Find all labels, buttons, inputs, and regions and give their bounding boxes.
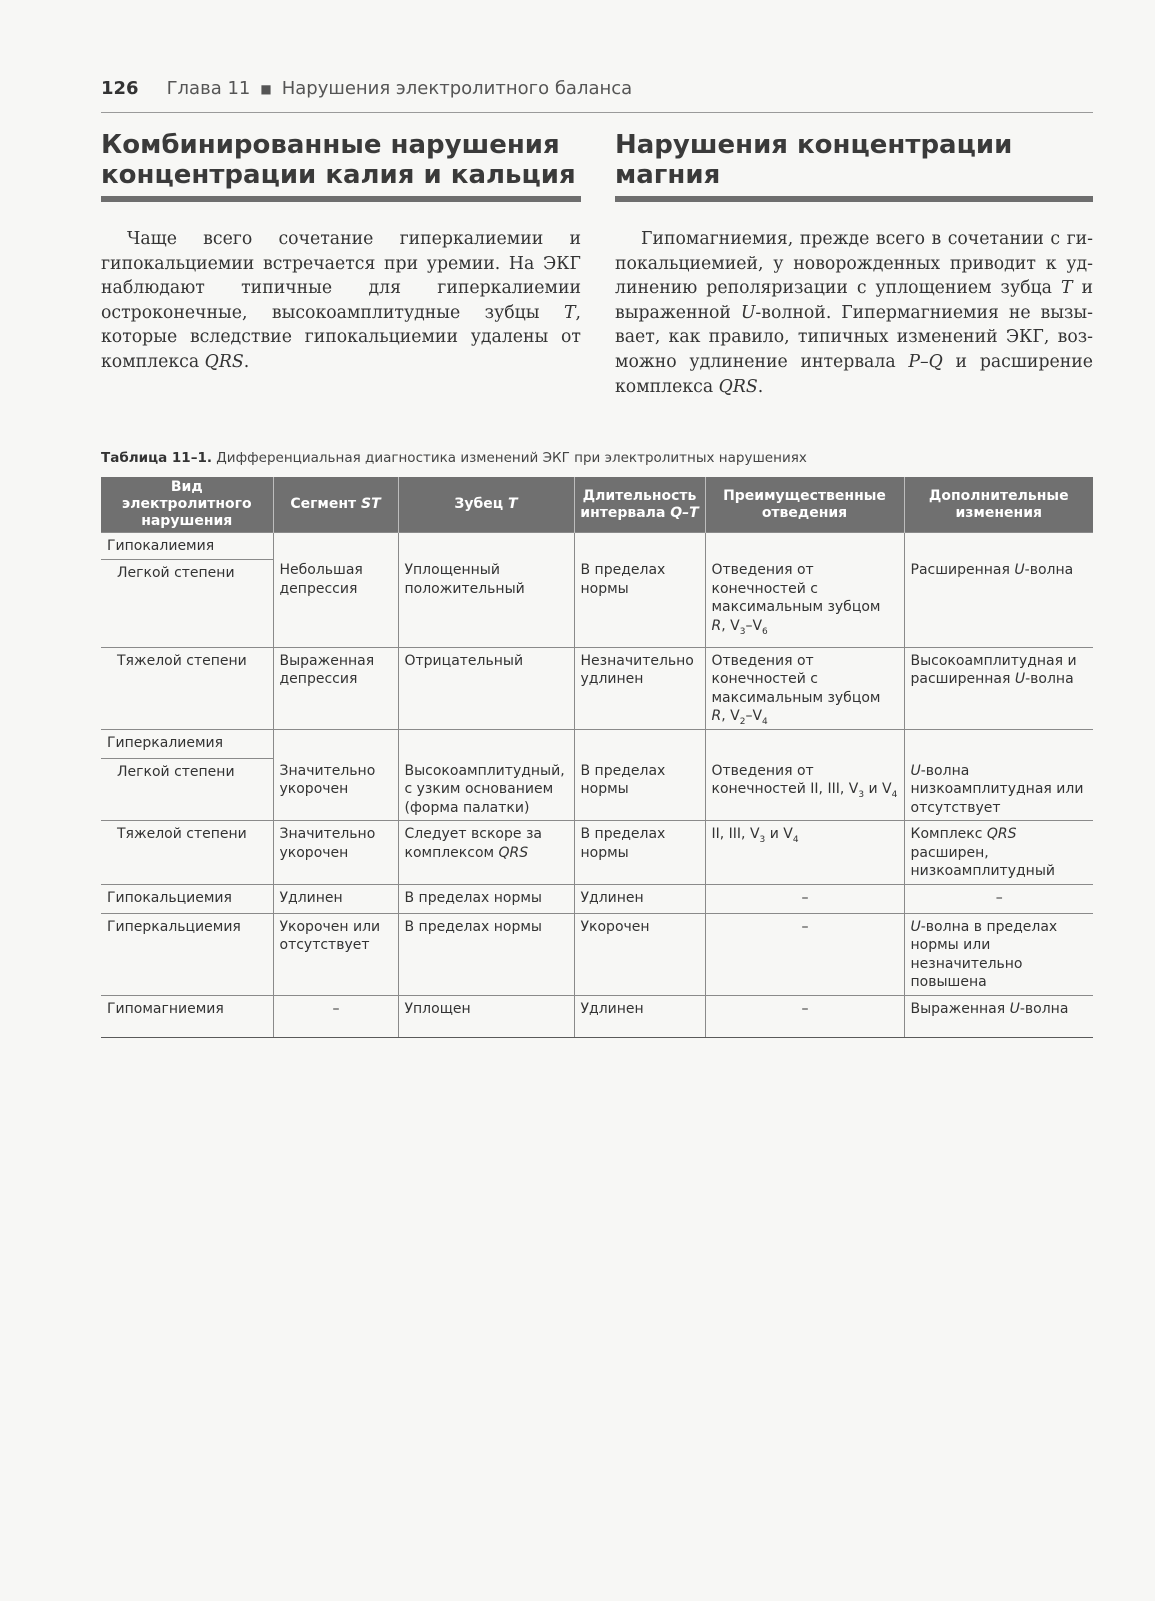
disorder-degree: Легкой степени [101,759,273,821]
cell-st: Удлинен [273,884,398,913]
cell-t: Высокоамплитудный, с узким основанием (форма палатки) [398,729,574,821]
heading-rule [101,196,581,202]
section-magnesium [615,130,1093,399]
disorder-group: Гиперкальциемия [101,913,273,995]
cell-qt: Удлинен [574,884,705,913]
cell-t: В пределах нормы [398,884,574,913]
running-header [101,78,1093,113]
disorder-group: Гиперкалиемия [101,729,273,759]
disorder-group: Гипокальциемия [101,884,273,913]
cell-st: Значительно укорочен [273,729,398,821]
table-row [101,913,1093,995]
cell-leads: – [705,884,904,913]
cell-additional: Комплекс QRS расширен, низкоамплитудный [904,821,1093,885]
table-row [101,884,1093,913]
cell-additional: – [904,884,1093,913]
table-caption [101,450,1093,466]
cell-additional: Выраженная U-волна [904,995,1093,1037]
page-number: 126 [101,78,139,99]
section-paragraph: Чаще всего сочетание гиперкалиемии и гипокальциемии встречается при уремии. На ЭКГ наблюдают типичные для гиперкалиемии остроконечные, высокоамплитудные зубцы T, которые вследствие гипокальциемии удалены от комплекса QRS. [101,229,581,372]
table-label: Таблица 11–1. [101,450,212,466]
table-row [101,995,1093,1037]
heading-rule [615,196,1093,202]
chapter-title: Нарушения электролитного баланса [281,78,633,99]
cell-st: Выраженная депрессия [273,647,398,729]
cell-qt: Незначительно удлинен [574,647,705,729]
col-header-disorder: Вид электролитного нарушения [101,477,273,533]
cell-t: Следует вскоре за комплексом QRS [398,821,574,885]
cell-leads: Отведения от конечностей с максимальным зубцом R, $V_2-V_4$ [705,647,904,729]
col-header-additional: Дополнительные изменения [904,477,1093,533]
cell-additional: U-волна низкоамплитудная или отсутствует [904,729,1093,821]
disorder-degree: Тяжелой степени [101,647,273,729]
ecg-diagnostics-table [101,477,1093,1038]
table-caption-text: Дифференциальная диагностика изменений ЭКГ при электролитных нарушениях [211,450,807,466]
section-potassium-calcium [101,130,581,375]
table-row [101,533,1093,560]
cell-leads: – [705,913,904,995]
disorder-degree: Легкой степени [101,559,273,647]
cell-st: – [273,995,398,1037]
cell-t: Отрицательный [398,647,574,729]
cell-leads: Отведения от конечностей с максимальным зубцом R, $V_3-V_6$ [705,533,904,648]
table-row [101,729,1093,759]
cell-t: Уплощенный положительный [398,533,574,648]
cell-st: Небольшая депрессия [273,533,398,648]
cell-leads: – [705,995,904,1037]
cell-st: Укорочен или отсутствует [273,913,398,995]
table-header-row [101,477,1093,533]
cell-additional: Высокоамплитудная и расширенная U-волна [904,647,1093,729]
cell-t: В пределах нормы [398,913,574,995]
col-header-t: Зубец T [398,477,574,533]
cell-additional: Расширенная U-волна [904,533,1093,648]
cell-leads: Отведения от конечностей II, III, $V_3$ и $V_4$ [705,729,904,821]
cell-leads: II, III, $V_3$ и $V_4$ [705,821,904,885]
cell-qt: В пределах нормы [574,821,705,885]
square-bullet-icon: ■ [260,82,272,96]
cell-additional: U-волна в пределах нормы или незначительно повышена [904,913,1093,995]
cell-qt: В пределах нормы [574,729,705,821]
table-row [101,647,1093,729]
col-header-st: Сегмент ST [273,477,398,533]
cell-qt: Удлинен [574,995,705,1037]
disorder-group: Гипокалиемия [101,533,273,560]
chapter-label: Глава 11 [166,78,251,99]
col-header-qt: Длительность интервала Q–T [574,477,705,533]
section-paragraph: Гипомагниемия, прежде всего в сочетании с гипокальциемией, у новорожденных приводит к удлинению реполяризации с уплощением зубца T и выраженной U-волной. Гипермагниемия не вызывает, как правило, типичных изменений ЭКГ, возможно удлинение интервала P–Q и расширение комплекса QRS. [615,229,1094,397]
section-heading: Нарушения концентрации магния [615,130,1013,190]
table-row [101,821,1093,885]
cell-t: Уплощен [398,995,574,1037]
cell-st: Значительно укорочен [273,821,398,885]
cell-qt: Укорочен [574,913,705,995]
disorder-group: Гипомагниемия [101,995,273,1037]
disorder-degree: Тяжелой степени [101,821,273,885]
col-header-leads: Преимущественные отведения [705,477,904,533]
section-heading: Комбинированные нарушения концентрации калия и кальция [101,130,576,190]
cell-qt: В пределах нормы [574,533,705,648]
